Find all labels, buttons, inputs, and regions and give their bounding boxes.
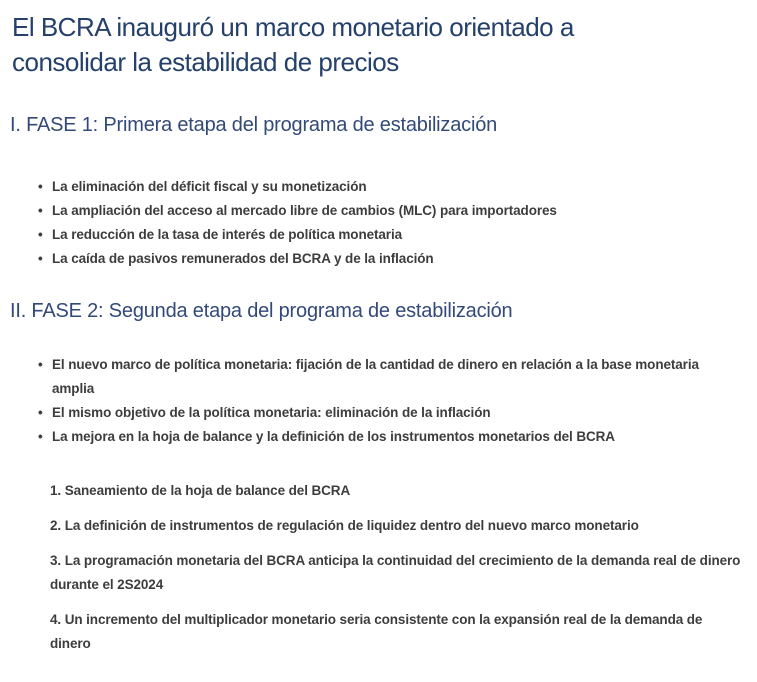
section-heading-fase-2: II. FASE 2: Segunda etapa del programa de estabilización	[10, 300, 513, 322]
numbered-list	[50, 479, 742, 656]
list-item: • La caída de pasivos remunerados del BCRA y de la inflación	[38, 247, 730, 271]
section-fase-2	[0, 298, 757, 656]
bullet-list-fase-2	[0, 353, 740, 449]
page-title: El BCRA inauguró un marco monetario orientado a consolidar la estabilidad de precios	[12, 12, 574, 77]
numbered-item: 4. Un incremento del multiplicador monetario seria consistente con la expansión real de la demanda de dinero	[50, 612, 703, 651]
list-item: • La mejora en la hoja de balance y la definición de los instrumentos monetarios del BCRA	[38, 425, 730, 449]
list-item: • El mismo objetivo de la política monetaria: eliminación de la inflación	[38, 401, 730, 425]
list-item: • El nuevo marco de política monetaria: fijación de la cantidad de dinero en relación a la base monetaria amplia	[38, 353, 730, 401]
list-item: • La ampliación del acceso al mercado libre de cambios (MLC) para importadores	[38, 199, 730, 223]
numbered-item: 2. La definición de instrumentos de regulación de liquidez dentro del nuevo marco monetario	[50, 518, 639, 533]
numbered-item: 1. Saneamiento de la hoja de balance del BCRA	[50, 483, 351, 498]
bullet-list-fase-1	[0, 175, 740, 271]
list-item: • La reducción de la tasa de interés de política monetaria	[38, 223, 730, 247]
section-fase-1	[0, 112, 757, 271]
numbered-item: 3. La programación monetaria del BCRA anticipa la continuidad del crecimiento de la demanda real de dinero durante el 2S2024	[50, 553, 741, 592]
section-heading-fase-1: I. FASE 1: Primera etapa del programa de estabilización	[10, 114, 498, 136]
list-item: • La eliminación del déficit fiscal y su monetización	[38, 175, 730, 199]
